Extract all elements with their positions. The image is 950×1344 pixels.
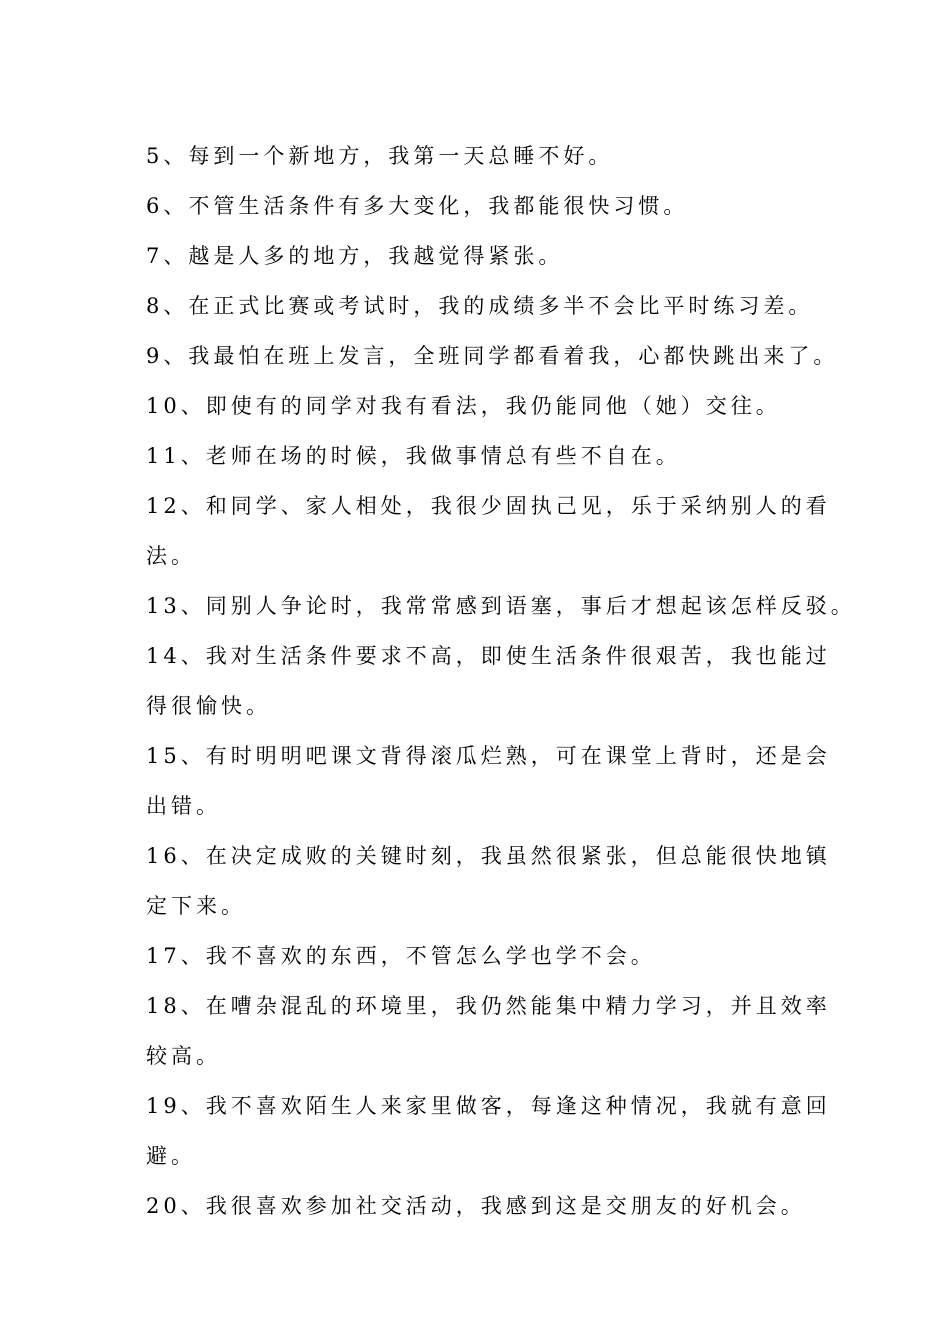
item-9: 9、我最怕在班上发言，全班同学都看着我，心都快跳出来了。 xyxy=(146,344,839,368)
item-15: 15、有时明明吧课文背得滚瓜烂熟，可在课堂上背时，还是会 xyxy=(146,744,831,768)
item-16-continued: 定下来。 xyxy=(146,894,246,918)
item-18: 18、在嘈杂混乱的环境里，我仍然能集中精力学习，并且效率 xyxy=(146,994,831,1018)
item-10: 10、即使有的同学对我有看法，我仍能同他（她）交往。 xyxy=(146,394,781,418)
item-14-continued: 得很愉快。 xyxy=(146,694,271,718)
item-8: 8、在正式比赛或考试时，我的成绩多半不会比平时练习差。 xyxy=(146,294,814,318)
item-18-continued: 较高。 xyxy=(146,1044,221,1068)
item-15-continued: 出错。 xyxy=(146,794,221,818)
item-17: 17、我不喜欢的东西，不管怎么学也学不会。 xyxy=(146,944,656,968)
item-12: 12、和同学、家人相处，我很少固执己见，乐于采纳别人的看 xyxy=(146,494,831,518)
item-5: 5、每到一个新地方，我第一天总睡不好。 xyxy=(146,144,614,168)
item-7: 7、越是人多的地方，我越觉得紧张。 xyxy=(146,244,564,268)
item-19-continued: 避。 xyxy=(146,1144,196,1168)
item-20: 20、我很喜欢参加社交活动，我感到这是交朋友的好机会。 xyxy=(146,1194,806,1218)
item-19: 19、我不喜欢陌生人来家里做客，每逢这种情况，我就有意回 xyxy=(146,1094,831,1118)
item-6: 6、不管生活条件有多大变化，我都能很快习惯。 xyxy=(146,194,689,218)
item-14: 14、我对生活条件要求不高，即使生活条件很艰苦，我也能过 xyxy=(146,644,831,668)
item-11: 11、老师在场的时候，我做事情总有些不自在。 xyxy=(146,444,681,468)
item-16: 16、在决定成败的关键时刻，我虽然很紧张，但总能很快地镇 xyxy=(146,844,831,868)
item-12-continued: 法。 xyxy=(146,544,196,568)
item-13: 13、同别人争论时，我常常感到语塞，事后才想起该怎样反驳。 xyxy=(146,594,856,618)
questionnaire-items xyxy=(146,131,856,1231)
